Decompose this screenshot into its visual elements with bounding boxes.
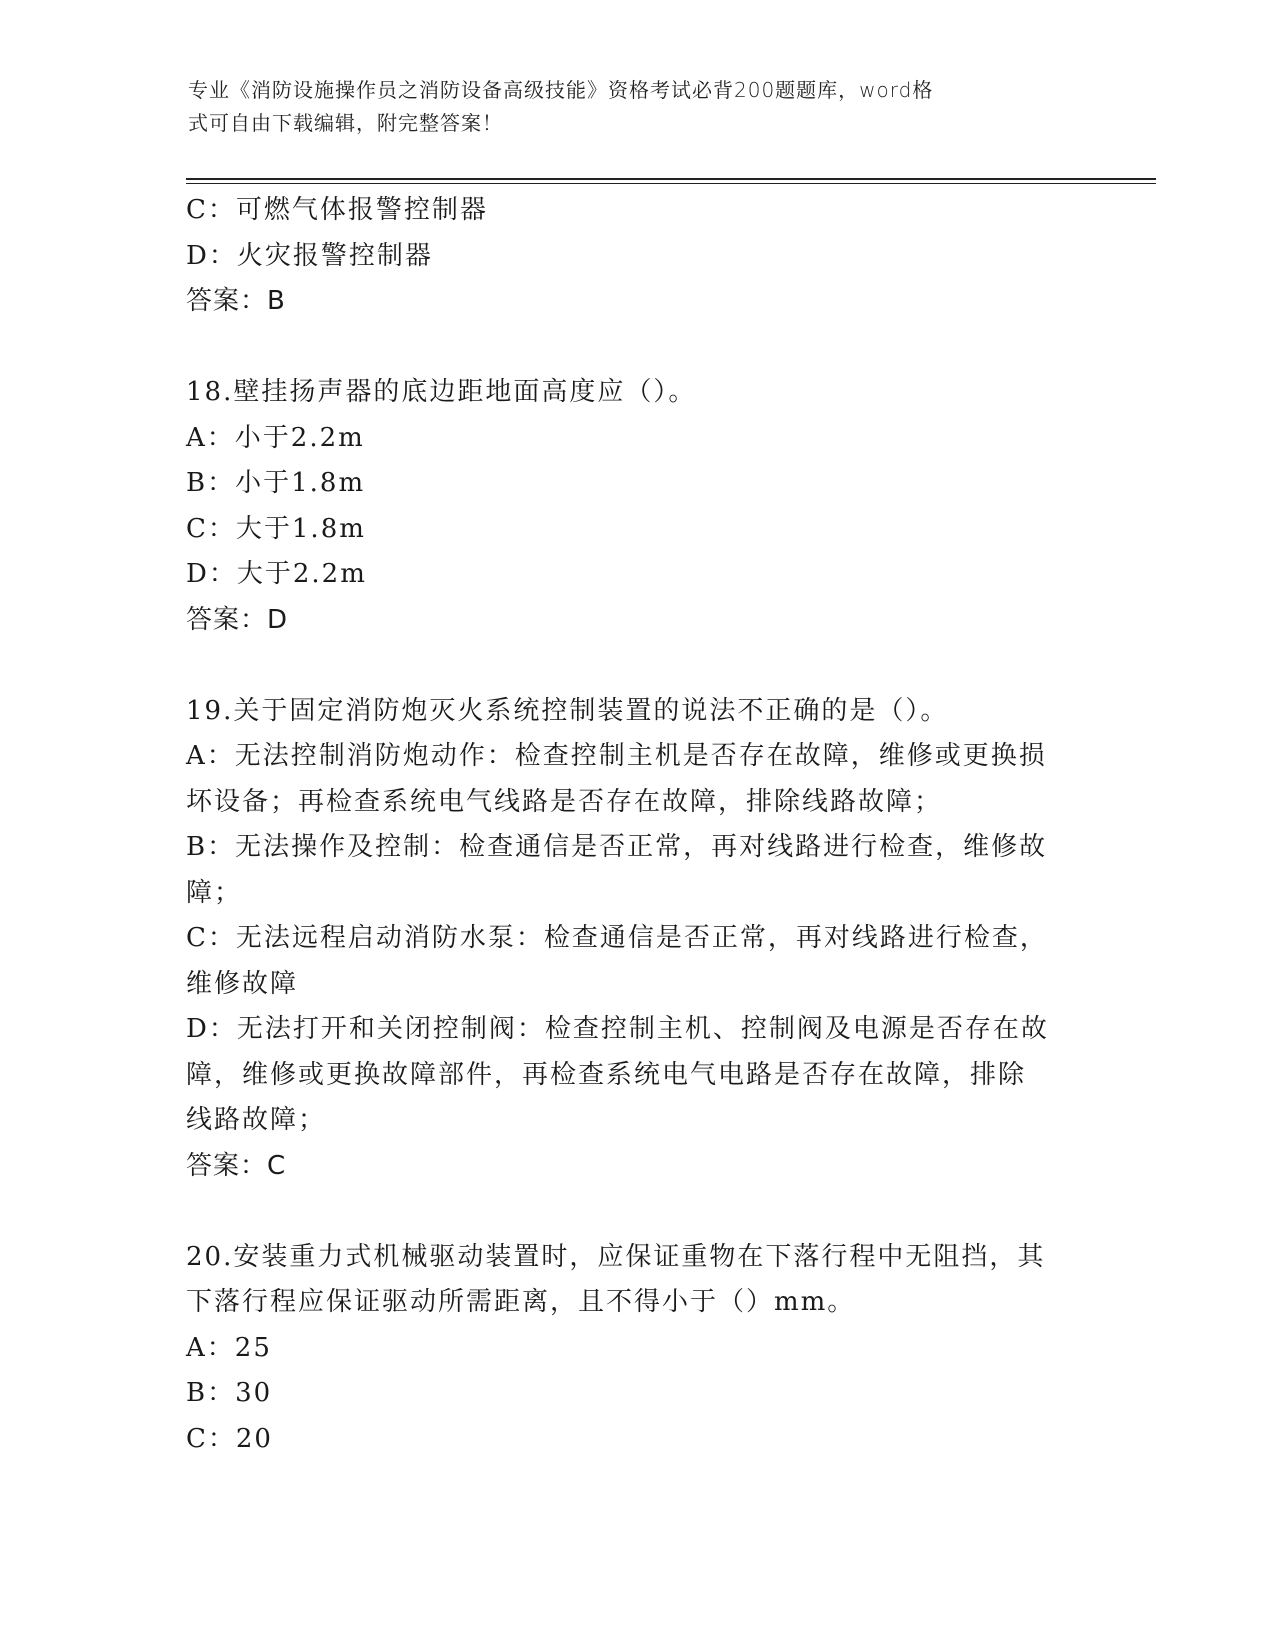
question-18 xyxy=(186,370,1066,643)
question-stem-line-1: 20.安装重力式机械驱动装置时，应保证重物在下落行程中无阻挡，其 xyxy=(186,1241,1046,1272)
option-a: A：25 xyxy=(186,1332,272,1363)
option-d: D：火灾报警控制器 xyxy=(186,240,433,271)
option-b-line-1: B：无法操作及控制：检查通信是否正常，再对线路进行检查，维修故 xyxy=(186,832,1048,862)
spacer xyxy=(186,325,1066,371)
header-line-2: 式可自由下载编辑，附完整答案！ xyxy=(188,111,503,135)
option-c: C：大于1.8m xyxy=(186,513,366,544)
header-line-1: 专业《消防设施操作员之消防设备高级技能》资格考试必背200题题库，word格 xyxy=(188,78,934,102)
answer: 答案：B xyxy=(186,286,286,316)
option-a: A：小于2.2m xyxy=(186,422,365,453)
option-d-line-3: 线路故障； xyxy=(186,1105,327,1135)
option-d-line-1: D：无法打开和关闭控制阀：检查控制主机、控制阀及电源是否存在故 xyxy=(186,1014,1049,1044)
question-stem-line-2: 下落行程应保证驱动所需距离，且不得小于（）mm。 xyxy=(186,1287,856,1317)
option-c: C：20 xyxy=(186,1423,273,1454)
answer: 答案：C xyxy=(186,1150,287,1181)
option-d: D：大于2.2m xyxy=(186,559,367,589)
header-rule-thin xyxy=(186,183,1156,184)
option-b-line-2: 障； xyxy=(186,877,243,908)
question-list xyxy=(186,188,1066,1462)
option-a-line-2: 坏设备；再检查系统电气线路是否存在故障，排除线路故障； xyxy=(186,786,943,817)
question-19 xyxy=(186,689,1066,1190)
question-17 xyxy=(186,188,1066,325)
option-b: B：30 xyxy=(186,1378,273,1408)
header-rule-thick xyxy=(186,178,1156,180)
document-header xyxy=(188,74,1068,140)
question-stem: 19.关于固定消防炮灭火系统控制装置的说法不正确的是（）。 xyxy=(186,695,949,726)
spacer xyxy=(186,643,1066,689)
option-c: C：可燃气体报警控制器 xyxy=(186,195,488,225)
spacer xyxy=(186,1189,1066,1235)
option-c-line-2: 维修故障 xyxy=(186,968,299,999)
question-stem: 18.壁挂扬声器的底边距地面高度应（）。 xyxy=(186,377,697,407)
answer: 答案：D xyxy=(186,604,289,635)
question-20 xyxy=(186,1235,1066,1463)
option-b: B：小于1.8m xyxy=(186,468,366,498)
option-c-line-1: C：无法远程启动消防水泵：检查通信是否正常，再对线路进行检查， xyxy=(186,923,1048,953)
option-d-line-2: 障，维修或更换故障部件，再检查系统电气电路是否存在故障，排除 xyxy=(186,1059,1027,1090)
option-a-line-1: A：无法控制消防炮动作：检查控制主机是否存在故障，维修或更换损 xyxy=(186,741,1047,771)
